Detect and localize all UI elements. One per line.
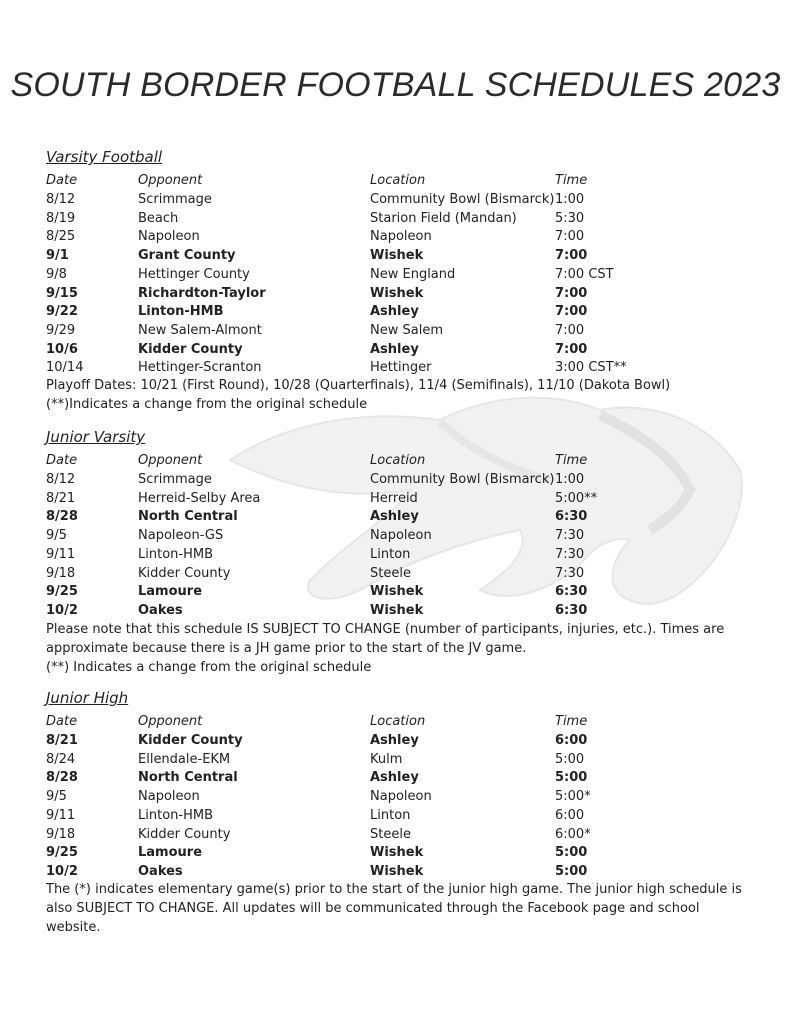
table-row (0, 601, 791, 620)
cell-time: 5:30 (555, 210, 585, 226)
table-row (0, 321, 791, 340)
cell-date: 8/24 (46, 751, 76, 767)
cell-location: Wishek (370, 602, 424, 618)
cell-date: 9/5 (46, 789, 67, 805)
cell-location: Steele (370, 565, 411, 581)
cell-time: 1:00 (555, 192, 585, 207)
table-row (0, 843, 791, 862)
cell-date: 9/22 (46, 304, 78, 320)
table-row (0, 787, 791, 806)
cell-location: Community Bowl (Bismarck) (370, 472, 555, 487)
cell-date: 9/8 (46, 266, 67, 282)
cell-location: Ashley (370, 770, 419, 786)
cell-time: 5:00** (555, 490, 598, 506)
column-header-time: Time (555, 173, 588, 188)
column-header-opponent: Opponent (138, 173, 203, 188)
cell-opponent: Oakes (138, 863, 183, 879)
jh-note: The (*) indicates elementary game(s) prior to the start of the junior high game. The junior high schedule is also SUBJECT TO CHANGE. All updates will be communicated through the Facebook page and school website. (46, 882, 742, 935)
cell-location: Napoleon (370, 229, 432, 245)
column-header-opponent: Opponent (138, 453, 203, 468)
cell-location: Ashley (370, 341, 419, 357)
cell-date: 8/12 (46, 192, 76, 207)
cell-opponent: North Central (138, 509, 238, 525)
table-row (0, 470, 791, 489)
column-header-location: Location (370, 714, 426, 729)
cell-location: Linton (370, 546, 411, 562)
table-row (0, 806, 791, 825)
cell-time: 6:30 (555, 509, 588, 525)
cell-location: Wishek (370, 285, 424, 301)
cell-opponent: Lamoure (138, 584, 203, 600)
jv-column-header (0, 451, 791, 470)
cell-opponent: North Central (138, 770, 238, 786)
cell-time: 7:00 (555, 229, 585, 245)
cell-date: 9/1 (46, 248, 69, 264)
cell-opponent: Scrimmage (138, 472, 212, 487)
cell-date: 10/6 (46, 341, 78, 357)
column-header-date: Date (46, 714, 78, 729)
table-row (0, 526, 791, 545)
cell-date: 9/5 (46, 528, 67, 544)
cell-location: Ashley (370, 509, 419, 525)
table-row (0, 489, 791, 508)
cell-date: 8/25 (46, 229, 76, 245)
cell-time: 5:00 (555, 770, 588, 786)
table-row (0, 190, 791, 209)
cell-date: 8/12 (46, 472, 76, 487)
cell-time: 7:00 (555, 304, 588, 320)
cell-date: 9/18 (46, 826, 76, 842)
table-row (0, 731, 791, 750)
cell-date: 9/15 (46, 285, 78, 301)
cell-location: Linton (370, 807, 411, 823)
table-row (0, 340, 791, 359)
cell-date: 9/25 (46, 845, 78, 861)
column-header-date: Date (46, 453, 78, 468)
cell-date: 9/11 (46, 546, 76, 562)
cell-time: 7:30 (555, 528, 585, 544)
cell-location: Herreid (370, 490, 418, 506)
cell-date: 9/29 (46, 322, 76, 338)
cell-opponent: Richardton-Taylor (138, 285, 266, 301)
cell-time: 7:30 (555, 565, 585, 581)
jh-heading: Junior High (46, 689, 129, 707)
varsity-note: (**)Indicates a change from the original schedule (46, 397, 368, 412)
table-row (0, 265, 791, 284)
cell-time: 7:00 (555, 322, 585, 338)
cell-opponent: Hettinger County (138, 266, 250, 282)
cell-date: 8/21 (46, 733, 78, 748)
cell-date: 10/2 (46, 602, 78, 618)
cell-opponent: Herreid-Selby Area (138, 490, 261, 506)
cell-opponent: Linton-HMB (138, 546, 213, 562)
column-header-date: Date (46, 173, 78, 188)
cell-location: Ashley (370, 304, 419, 320)
table-row (0, 750, 791, 769)
jh-column-header (0, 712, 791, 731)
varsity-column-header (0, 171, 791, 190)
cell-location: Wishek (370, 584, 424, 600)
cell-time: 7:30 (555, 546, 585, 562)
cell-location: New England (370, 266, 456, 282)
cell-time: 6:30 (555, 584, 588, 600)
column-header-time: Time (555, 453, 588, 468)
varsity-heading: Varsity Football (46, 148, 163, 166)
table-row (0, 825, 791, 844)
cell-location: Community Bowl (Bismarck) (370, 192, 555, 207)
cell-opponent: Napoleon-GS (138, 528, 224, 544)
table-row (0, 507, 791, 526)
cell-location: Ashley (370, 733, 419, 748)
table-row (0, 768, 791, 787)
cell-opponent: Kidder County (138, 565, 231, 581)
cell-location: Wishek (370, 863, 424, 879)
cell-opponent: Grant County (138, 248, 236, 264)
cell-date: 10/14 (46, 360, 84, 376)
cell-date: 8/21 (46, 490, 76, 506)
cell-date: 8/28 (46, 509, 78, 525)
cell-date: 8/28 (46, 770, 78, 786)
cell-opponent: Kidder County (138, 826, 231, 842)
table-row (0, 246, 791, 265)
cell-date: 9/25 (46, 584, 78, 600)
page-title: SOUTH BORDER FOOTBALL SCHEDULES 2023 (10, 66, 781, 104)
cell-opponent: Napoleon (138, 229, 200, 245)
cell-location: Kulm (370, 751, 403, 767)
cell-time: 5:00 (555, 845, 588, 861)
cell-time: 7:00 (555, 248, 588, 264)
cell-opponent: Beach (138, 210, 179, 226)
column-header-opponent: Opponent (138, 714, 203, 729)
table-row (0, 358, 791, 377)
jv-heading: Junior Varsity (46, 428, 146, 446)
column-header-time: Time (555, 714, 588, 729)
cell-location: Wishek (370, 845, 424, 861)
cell-opponent: Oakes (138, 602, 183, 618)
cell-time: 6:00 (555, 807, 585, 823)
cell-location: Napoleon (370, 528, 432, 544)
table-row (0, 284, 791, 303)
cell-time: 7:00 (555, 341, 588, 357)
table-row (0, 227, 791, 246)
table-row (0, 209, 791, 228)
cell-location: Steele (370, 826, 411, 842)
cell-opponent: Napoleon (138, 789, 200, 805)
table-row (0, 862, 791, 881)
cell-date: 9/18 (46, 565, 76, 581)
cell-location: Napoleon (370, 789, 432, 805)
varsity-note: Playoff Dates: 10/21 (First Round), 10/28 (Quarterfinals), 11/4 (Semifinals), 11/10 (Dakota Bowl) (46, 378, 671, 393)
table-row (0, 564, 791, 583)
cell-date: 9/11 (46, 807, 76, 823)
column-header-location: Location (370, 453, 426, 468)
cell-opponent: New Salem-Almont (138, 322, 262, 338)
cell-opponent: Scrimmage (138, 192, 212, 207)
cell-opponent: Linton-HMB (138, 304, 224, 320)
cell-time: 7:00 (555, 285, 588, 301)
cell-location: New Salem (370, 322, 443, 338)
table-row (0, 582, 791, 601)
cell-opponent: Hettinger-Scranton (138, 360, 262, 376)
cell-date: 8/19 (46, 210, 76, 226)
cell-time: 5:00* (555, 789, 591, 805)
jv-note: Please note that this schedule IS SUBJECT TO CHANGE (number of participants, injuries, etc.). Times are approximate because there is a JH game prior to the start of the JV game. (46, 622, 725, 656)
cell-opponent: Linton-HMB (138, 807, 213, 823)
table-row (0, 545, 791, 564)
cell-time: 7:00 CST (555, 266, 614, 282)
cell-time: 3:00 CST** (555, 360, 627, 376)
cell-location: Wishek (370, 248, 424, 264)
cell-opponent: Kidder County (138, 733, 243, 748)
jv-note: (**) Indicates a change from the original schedule (46, 660, 372, 675)
cell-location: Starion Field (Mandan) (370, 210, 517, 226)
column-header-location: Location (370, 173, 426, 188)
cell-time: 5:00 (555, 863, 588, 879)
cell-opponent: Lamoure (138, 845, 203, 861)
cell-opponent: Ellendale-EKM (138, 751, 231, 767)
cell-time: 1:00 (555, 472, 585, 487)
cell-time: 6:00 (555, 733, 588, 748)
cell-location: Hettinger (370, 360, 432, 376)
cell-time: 6:00* (555, 826, 591, 842)
cell-time: 5:00 (555, 751, 585, 767)
cell-opponent: Kidder County (138, 341, 243, 357)
table-row (0, 302, 791, 321)
cell-time: 6:30 (555, 602, 588, 618)
cell-date: 10/2 (46, 863, 78, 879)
